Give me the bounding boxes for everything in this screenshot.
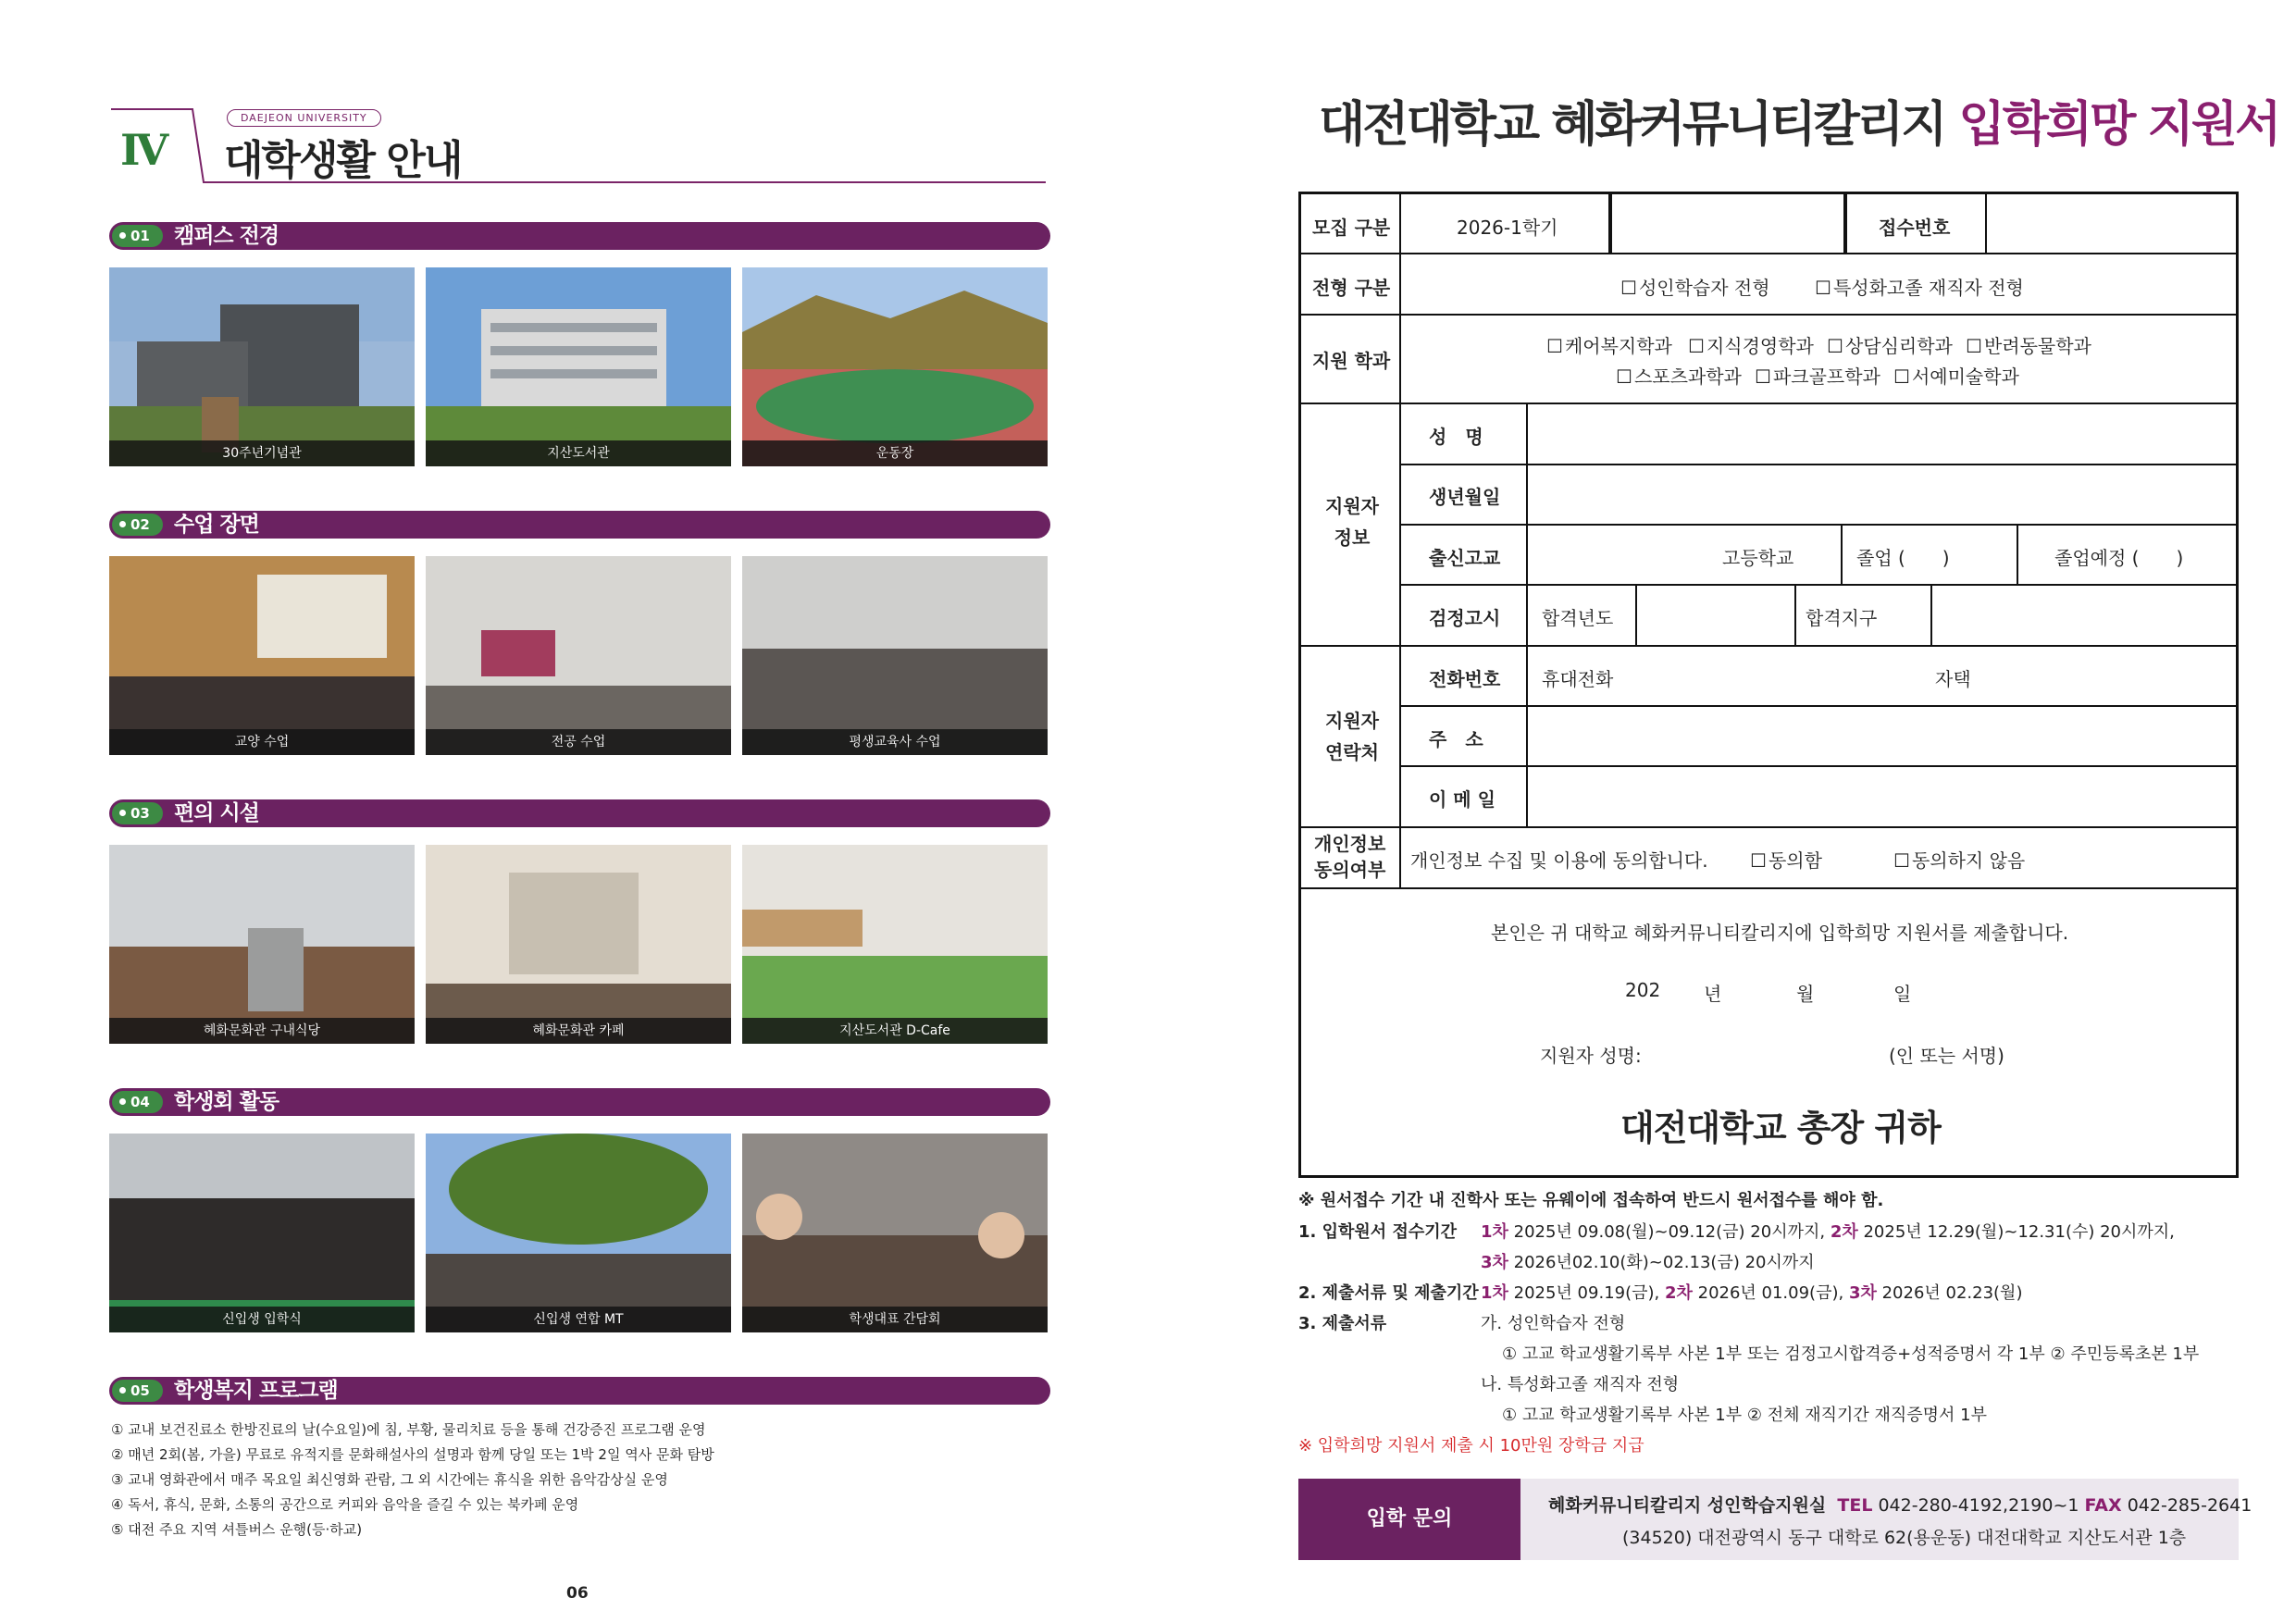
dept-knowledge-mgmt[interactable]: ☐ 지식경영학과 [1688, 331, 1814, 358]
ged-region-label: 합격지구 [1806, 607, 1878, 629]
privacy-label: 개인정보 동의여부 [1314, 833, 1386, 881]
notes-period-round1-2 [1481, 1219, 2175, 1243]
photo-liberal-class [109, 556, 415, 755]
section-number: 02 [112, 514, 163, 536]
photo-caption: 운동장 [742, 440, 1048, 466]
round-2-badge: 2차 [1664, 1283, 1693, 1303]
section-number: 05 [112, 1380, 163, 1402]
privacy-text: 개인정보 수집 및 이용에 동의합니다. [1410, 849, 1708, 872]
photo-caption: 전공 수업 [426, 729, 731, 755]
notes-item3-label: 3. 제출서류 [1298, 1314, 1387, 1333]
form-title-highlight: 입학희망 지원서 [1958, 97, 2279, 153]
photo-caption: 혜화문화관 구내식당 [109, 1018, 415, 1044]
contact-address: (34520) 대전광역시 동구 대학로 62(용운동) 대전대학교 지산도서관 1층 [1622, 1528, 2187, 1548]
photo-caption: 혜화문화관 카페 [426, 1018, 731, 1044]
section-02-bar [109, 511, 1050, 539]
notes-item2-label: 2. 제출서류 및 제출기간 [1298, 1283, 1479, 1303]
date-year[interactable]: 202 [1625, 979, 1661, 1001]
notes-submission-periods [1481, 1280, 2022, 1304]
chapter-numeral: Ⅳ [120, 125, 169, 175]
docs-adult-list: ① 고교 학교생활기록부 사본 1부 또는 검정고시합격증+성적증명서 각 1부 ② 주민등록초본 1부 [1502, 1344, 2200, 1364]
tel-label: TEL [1837, 1495, 1873, 1516]
submission-2-text: 2026년 01.09(금), [1692, 1283, 1849, 1303]
dept-companion-animal[interactable]: ☐ 반려동물학과 [1966, 331, 2091, 358]
fax-number: 042-285-2641 [2121, 1495, 2253, 1516]
round-1-badge: 1차 [1481, 1283, 1508, 1303]
dept-care-welfare[interactable]: ☐ 케어복지학과 [1546, 331, 1672, 358]
dept-park-golf[interactable]: ☐ 파크골프학과 [1755, 362, 1880, 389]
scholarship-note: ※ 입학희망 지원서 제출 시 10만원 장학금 지급 [1298, 1436, 1644, 1456]
section-title: 편의 시설 [174, 801, 259, 825]
photo-caption: 신입생 연합 MT [426, 1307, 731, 1332]
photo-freshman-mt [426, 1134, 731, 1332]
submit-statement: 본인은 귀 대학교 혜화커뮤니티칼리지에 입학희망 지원서를 제출합니다. [1491, 922, 2069, 944]
section-01-bar [109, 222, 1050, 250]
privacy-disagree[interactable]: ☐ 동의하지 않음 [1893, 846, 2025, 873]
photo-d-cafe [742, 845, 1048, 1044]
address-label: 주 소 [1429, 728, 1483, 750]
section-number: 01 [112, 225, 163, 247]
type-option-vocational[interactable]: ☐ 특성화고졸 재직자 전형 [1815, 273, 2024, 300]
graduated-field[interactable]: 졸업 ( ) [1856, 547, 1950, 569]
contact-label: 입학 문의 [1298, 1479, 1520, 1560]
mobile-label: 휴대전화 [1542, 668, 1614, 690]
section-title: 수업 장면 [174, 513, 259, 537]
expected-field[interactable]: 졸업예정 ( ) [2054, 547, 2184, 569]
ged-year-label: 합격년도 [1542, 607, 1614, 629]
privacy-agree[interactable]: ☐ 동의함 [1750, 846, 1822, 873]
section-number: 03 [112, 802, 163, 824]
school-label: 출신고교 [1429, 547, 1501, 569]
chapter-header [111, 106, 1046, 185]
dept-label: 지원 학과 [1312, 350, 1391, 372]
signature-label: 지원자 성명: [1540, 1045, 1642, 1067]
application-form [1298, 192, 2239, 1178]
recruit-label: 모집 구분 [1312, 217, 1391, 239]
page-number: 06 [566, 1584, 589, 1603]
home-phone-label: 자택 [1935, 668, 1971, 690]
list-item: ③ 교내 영화관에서 매주 목요일 최신영화 관람, 그 외 시간에는 휴식을 위한 음악감상실 운영 [111, 1471, 668, 1488]
welfare-list [111, 1418, 714, 1542]
photo-caption: 30주년기념관 [109, 440, 415, 466]
round-3-badge: 3차 [1481, 1253, 1508, 1272]
type-option-adult[interactable]: ☐ 성인학습자 전형 [1620, 273, 1770, 300]
round-2-text: 2025년 12.29(월)~12.31(수) 20시까지, [1857, 1222, 2175, 1242]
list-item: ② 매년 2회(봄, 가을) 무료로 유적지를 문화해설사의 설명과 함께 당일 또는 1박 2일 역사 문화 탐방 [111, 1446, 714, 1463]
list-item: ④ 독서, 휴식, 문화, 소통의 공간으로 커피와 음악을 즐길 수 있는 북카페 운영 [111, 1496, 579, 1513]
school-suffix: 고등학교 [1722, 547, 1794, 569]
fax-label: FAX [2084, 1495, 2122, 1516]
date-month-unit: 월 [1796, 983, 1815, 1005]
round-1-text: 2025년 09.08(월)~09.12(금) 20시까지, [1508, 1222, 1831, 1242]
applicant-info-label: 지원자 정보 [1325, 495, 1379, 549]
round-1-badge: 1차 [1481, 1222, 1508, 1242]
date-year-unit: 년 [1704, 983, 1722, 1005]
photo-caption: 지산도서관 [426, 440, 731, 466]
section-03-bar [109, 799, 1050, 827]
list-item: ⑤ 대전 주요 지역 셔틀버스 운행(등·하교) [111, 1521, 363, 1538]
round-2-badge: 2차 [1830, 1222, 1858, 1242]
submission-1-text: 2025년 09.19(금), [1508, 1283, 1665, 1303]
section-title: 학생복지 프로그램 [174, 1379, 338, 1403]
dept-calligraphy-art[interactable]: ☐ 서예미술학과 [1893, 362, 2019, 389]
ged-label: 검정고시 [1429, 607, 1501, 629]
docs-vocational-heading: 나. 특성화고졸 재직자 전형 [1481, 1375, 1680, 1394]
section-title: 학생회 활동 [174, 1090, 279, 1114]
section-title: 캠퍼스 전경 [174, 224, 279, 248]
notes-warning: ※ 원서접수 기간 내 진학사 또는 유웨이에 접속하여 반드시 원서접수를 해야 함. [1298, 1191, 1884, 1210]
photo-lifelong-edu-class [742, 556, 1048, 755]
photo-jisan-library [426, 267, 731, 466]
notes-item1-label: 1. 입학원서 접수기간 [1298, 1222, 1457, 1242]
university-badge: DAEJEON UNIVERSITY [227, 109, 381, 127]
contact-office: 혜화커뮤니티칼리지 성인학습지원실 [1548, 1495, 1827, 1516]
email-label: 이 메 일 [1429, 788, 1496, 811]
photo-caption: 신입생 입학식 [109, 1307, 415, 1332]
docs-vocational-list: ① 고교 학교생활기록부 사본 1부 ② 전체 재직기간 재직증명서 1부 [1502, 1406, 1987, 1425]
photo-caption: 학생대표 간담회 [742, 1307, 1048, 1332]
date-day-unit: 일 [1893, 983, 1912, 1005]
dept-sports-science[interactable]: ☐ 스포츠과학과 [1616, 362, 1742, 389]
submission-3-text: 2026년 02.23(월) [1876, 1283, 2023, 1303]
list-item: ① 교내 보건진료소 한방진료의 날(수요일)에 침, 부황, 물리치료 등을 통해 건강증진 프로그램 운영 [111, 1421, 706, 1438]
notes-period-round3 [1481, 1249, 1815, 1273]
recruit-value[interactable]: 2026-1학기 [1457, 217, 1558, 239]
admission-contact-box [1298, 1479, 2253, 1560]
photo-hyehwa-cafe [426, 845, 731, 1044]
photo-caption: 평생교육사 수업 [742, 729, 1048, 755]
chapter-title: 대학생활 안내 [224, 137, 462, 184]
photo-cafeteria [109, 845, 415, 1044]
contact-section-label: 지원자 연락처 [1325, 710, 1379, 763]
section-number: 04 [112, 1091, 163, 1113]
phone-label: 전화번호 [1429, 668, 1501, 690]
photo-major-class [426, 556, 731, 755]
contact-phone-line [1548, 1492, 2252, 1517]
form-title-main: 대전대학교 혜화커뮤니티칼리지 [1319, 97, 1959, 153]
photo-student-rep-meeting [742, 1134, 1048, 1332]
round-3-badge: 3차 [1848, 1283, 1877, 1303]
section-04-bar [109, 1088, 1050, 1116]
section-05-bar [109, 1377, 1050, 1405]
signature-note: (인 또는 서명) [1889, 1045, 2004, 1067]
photo-caption: 지산도서관 D-Cafe [742, 1018, 1048, 1044]
form-title [1319, 85, 2278, 155]
tel-number[interactable]: 042-280-4192,2190~1 [1872, 1495, 2085, 1516]
name-label: 성 명 [1429, 426, 1483, 448]
photo-entrance-ceremony [109, 1134, 415, 1332]
birth-label: 생년월일 [1429, 486, 1501, 508]
photo-memorial-hall [109, 267, 415, 466]
dept-counseling[interactable]: ☐ 상담심리학과 [1827, 331, 1953, 358]
photo-sports-field [742, 267, 1048, 466]
addressee: 대전대학교 총장 귀하 [1620, 1108, 1941, 1148]
receipt-label: 접수번호 [1879, 217, 1951, 239]
docs-adult-heading: 가. 성인학습자 전형 [1481, 1314, 1626, 1333]
round-3-text: 2026년02.10(화)~02.13(금) 20시까지 [1508, 1253, 1815, 1272]
photo-caption: 교양 수업 [109, 729, 415, 755]
type-label: 전형 구분 [1312, 277, 1391, 299]
